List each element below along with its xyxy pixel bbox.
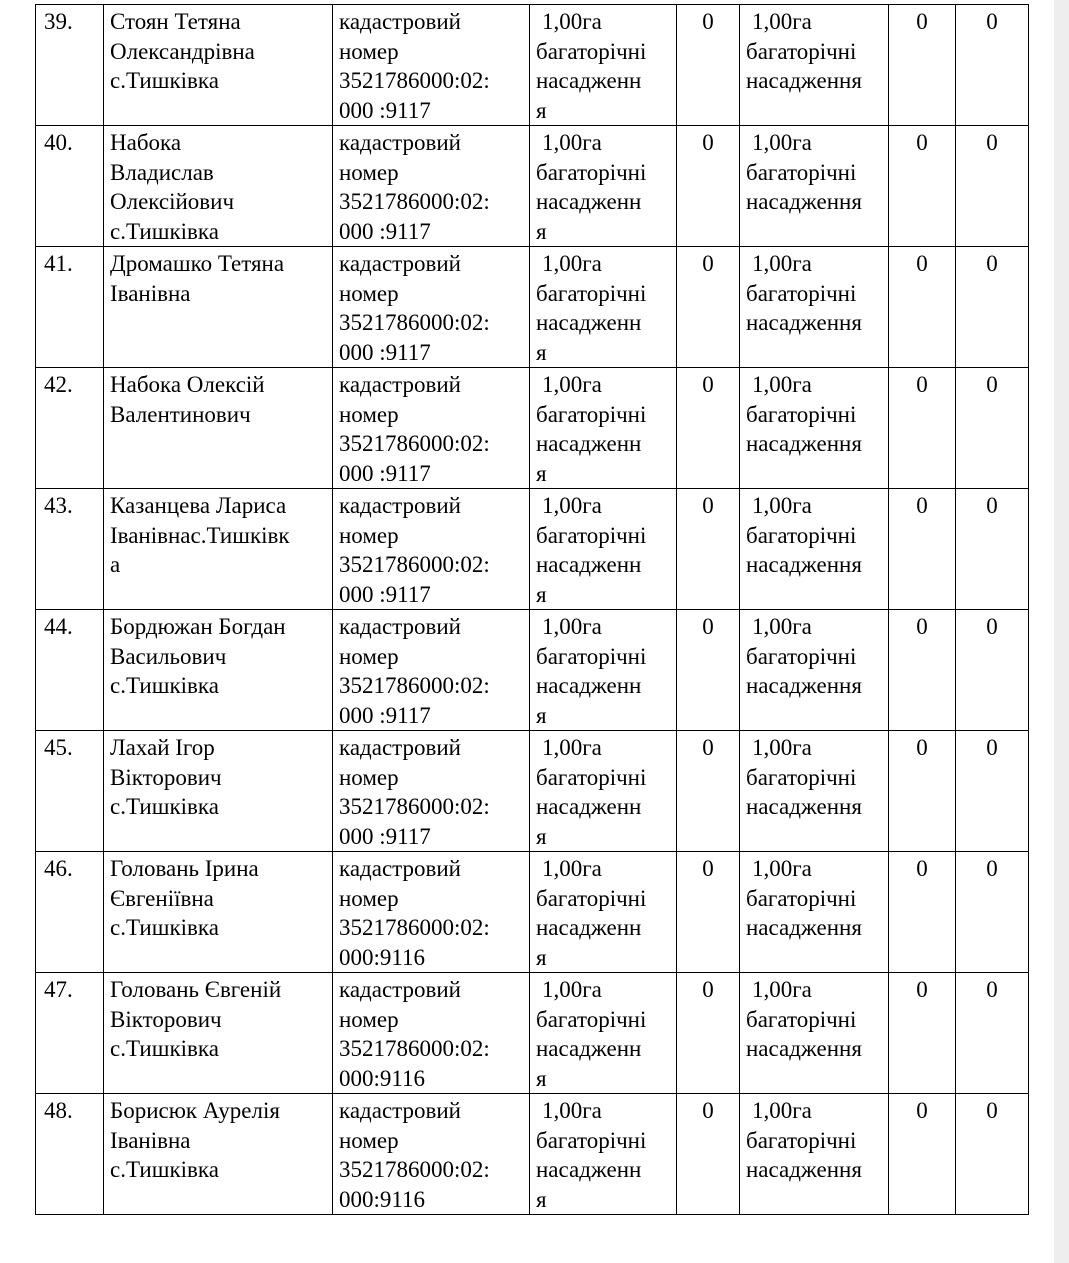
area-perennial-line: багаторічні [746,401,857,427]
owner-name [104,126,333,247]
area-perennial-line: 1,00га [752,1098,812,1123]
owner-name-line: с.Тишківка [110,68,219,93]
value-col-7: 0 [889,126,956,247]
value-col-5: 0 [677,489,740,610]
area-total-line: я [536,1186,547,1212]
cadastral-number-line: номер [339,38,399,64]
cadastral-number [333,247,530,368]
area-perennial [740,126,889,247]
cadastral-number-line: кадастровий [339,493,461,518]
cadastral-number [333,852,530,973]
table-row [36,368,1029,489]
area-perennial-line: насадження [746,68,862,93]
table-row [36,489,1029,610]
cadastral-number-line: 3521786000:02: [339,1157,490,1182]
cadastral-number-line: 3521786000:02: [339,915,490,940]
area-perennial [740,731,889,852]
owner-name-line: Бордюжан Богдан [110,614,286,639]
area-total-line: насадженн [536,68,642,93]
row-number: 44. [36,610,104,731]
area-perennial-line: 1,00га [752,251,812,276]
area-total-line: насадженн [536,552,642,577]
area-total-line: насадженн [536,189,642,214]
cadastral-number-line: 3521786000:02: [339,552,490,577]
value-col-7: 0 [889,5,956,126]
area-perennial-line: 1,00га [752,614,812,639]
cadastral-number-line: 000:9116 [339,1186,426,1212]
area-total-line: багаторічні [536,1006,647,1032]
table-row [36,973,1029,1094]
value-col-7: 0 [889,852,956,973]
cadastral-number-line: номер [339,1127,399,1153]
owner-name [104,973,333,1094]
row-number: 42. [36,368,104,489]
cadastral-number [333,610,530,731]
value-col-5: 0 [677,247,740,368]
area-perennial-line: 1,00га [752,977,812,1002]
owner-name-line: с.Тишківка [110,794,219,819]
area-total [530,368,677,489]
area-total-line: 1,00га [542,977,602,1002]
cadastral-number-line: кадастровий [339,977,461,1002]
cadastral-number-line: 000 :9117 [339,218,431,244]
value-col-5: 0 [677,731,740,852]
cadastral-number-line: 000:9116 [339,1065,426,1091]
cadastral-number-line: 000 :9117 [339,702,431,728]
owner-name [104,852,333,973]
area-total-line: багаторічні [536,401,647,427]
area-total [530,973,677,1094]
owner-name-line: с.Тишківка [110,218,219,244]
owner-name [104,610,333,731]
cadastral-number-line: 000 :9117 [339,581,431,607]
owner-name-line: Васильович [110,643,227,669]
area-total-line: я [536,581,547,607]
cadastral-number [333,973,530,1094]
cadastral-number-line: 000 :9117 [339,823,431,849]
cadastral-number-line: номер [339,885,399,911]
table-row [36,5,1029,126]
table-body [36,5,1029,1215]
value-col-7: 0 [889,247,956,368]
cadastral-number-line: номер [339,522,399,548]
area-perennial [740,489,889,610]
area-perennial-line: 1,00га [752,130,812,155]
owner-name [104,489,333,610]
row-number: 40. [36,126,104,247]
area-total [530,126,677,247]
table-row [36,731,1029,852]
page-margin [1054,0,1069,1263]
area-perennial-line: 1,00га [752,735,812,760]
area-total-line: багаторічні [536,1127,647,1153]
area-total-line: багаторічні [536,764,647,790]
owner-name [104,368,333,489]
owner-name-line: с.Тишківка [110,1157,219,1182]
area-perennial-line: 1,00га [752,372,812,397]
cadastral-number-line: номер [339,280,399,306]
cadastral-number-line: кадастровий [339,735,461,760]
area-total-line: я [536,944,547,970]
area-total [530,5,677,126]
table-row [36,247,1029,368]
value-col-7: 0 [889,489,956,610]
table-row [36,852,1029,973]
cadastral-number [333,126,530,247]
area-perennial [740,368,889,489]
value-col-8: 0 [956,731,1029,852]
area-total-line: насадженн [536,794,642,819]
area-perennial-line: насадження [746,794,862,819]
row-number: 43. [36,489,104,610]
cadastral-number-line: 3521786000:02: [339,431,490,456]
area-total-line: я [536,460,547,486]
area-perennial-line: багаторічні [746,643,857,669]
cadastral-number-line: 000 :9117 [339,460,431,486]
area-total-line: я [536,823,547,849]
value-col-8: 0 [956,489,1029,610]
value-col-8: 0 [956,610,1029,731]
table-row [36,126,1029,247]
area-total [530,489,677,610]
owner-name [104,247,333,368]
owner-name-line: Головань Ірина [110,856,259,881]
area-total-line: 1,00га [542,493,602,518]
cadastral-number-line: номер [339,159,399,185]
area-perennial-line: насадження [746,1157,862,1182]
area-perennial-line: 1,00га [752,493,812,518]
area-perennial [740,5,889,126]
value-col-7: 0 [889,368,956,489]
value-col-7: 0 [889,610,956,731]
cadastral-number-line: кадастровий [339,130,461,155]
cadastral-number-line: 3521786000:02: [339,189,490,214]
area-total-line: я [536,339,547,365]
row-number: 39. [36,5,104,126]
owner-name-line: Борисюк Аурелія [110,1098,280,1123]
area-perennial [740,247,889,368]
area-perennial-line: насадження [746,189,862,214]
area-perennial [740,1094,889,1215]
owner-name-line: Олексійович [110,189,235,214]
cadastral-number-line: кадастровий [339,9,461,34]
area-total-line: насадженн [536,1036,642,1061]
value-col-5: 0 [677,610,740,731]
area-total-line: 1,00га [542,614,602,639]
area-perennial-line: насадження [746,1036,862,1061]
owner-name-line: с.Тишківка [110,915,219,940]
cadastral-number [333,368,530,489]
area-total-line: багаторічні [536,38,647,64]
cadastral-number-line: кадастровий [339,614,461,639]
row-number: 48. [36,1094,104,1215]
cadastral-number-line: номер [339,1006,399,1032]
cadastral-number-line: 000 :9117 [339,339,431,365]
area-total-line: багаторічні [536,885,647,911]
area-total [530,610,677,731]
area-perennial-line: 1,00га [752,9,812,34]
cadastral-number-line: кадастровий [339,372,461,397]
cadastral-number-line: номер [339,643,399,669]
area-total-line: я [536,97,547,123]
owner-name-line: Іванівнас.Тишківк [110,522,290,548]
area-total [530,1094,677,1215]
table-row [36,610,1029,731]
value-col-5: 0 [677,973,740,1094]
value-col-7: 0 [889,1094,956,1215]
owner-name [104,5,333,126]
area-total-line: насадженн [536,915,642,940]
area-total-line: насадженн [536,673,642,698]
area-total [530,731,677,852]
value-col-5: 0 [677,126,740,247]
area-perennial [740,852,889,973]
value-col-5: 0 [677,5,740,126]
area-perennial-line: багаторічні [746,159,857,185]
cadastral-number-line: 000:9116 [339,944,426,970]
value-col-8: 0 [956,973,1029,1094]
owner-name-line: Казанцева Лариса [110,493,287,518]
cadastral-number [333,489,530,610]
area-perennial-line: багаторічні [746,885,857,911]
cadastral-number-line: кадастровий [339,1098,461,1123]
area-perennial-line: насадження [746,431,862,456]
area-perennial-line: багаторічні [746,38,857,64]
owner-name-line: Іванівна [110,1127,191,1153]
area-perennial-line: багаторічні [746,764,857,790]
cadastral-number-line: кадастровий [339,251,461,276]
row-number: 41. [36,247,104,368]
area-perennial-line: багаторічні [746,1127,857,1153]
area-total-line: насадженн [536,1157,642,1182]
cadastral-number-line: 3521786000:02: [339,794,490,819]
owner-name-line: Іванівна [110,280,191,306]
area-perennial [740,610,889,731]
value-col-8: 0 [956,852,1029,973]
area-total-line: 1,00га [542,372,602,397]
cadastral-number [333,5,530,126]
row-number: 47. [36,973,104,1094]
owner-name-line: Вікторович [110,1006,222,1032]
owner-name-line: Валентинович [110,401,251,427]
area-perennial-line: багаторічні [746,522,857,548]
cadastral-number-line: 3521786000:02: [339,68,490,93]
area-total-line: насадженн [536,431,642,456]
value-col-5: 0 [677,852,740,973]
owner-name-line: с.Тишківка [110,1036,219,1061]
owner-name-line: а [110,552,121,577]
area-total-line: я [536,1065,547,1091]
value-col-8: 0 [956,126,1029,247]
owner-name [104,731,333,852]
area-total-line: 1,00га [542,9,602,34]
area-perennial-line: насадження [746,552,862,577]
area-total [530,852,677,973]
area-total-line: 1,00га [542,856,602,881]
owner-name-line: с.Тишківка [110,673,219,698]
area-total-line: я [536,702,547,728]
area-total-line: багаторічні [536,159,647,185]
owner-name-line: Набока Олексій [110,372,265,397]
area-total-line: багаторічні [536,643,647,669]
row-number: 46. [36,852,104,973]
owner-name-line: Вікторович [110,764,222,790]
owner-name-line: Головань Євгеній [110,977,282,1002]
owner-name-line: Владислав [110,159,214,185]
area-perennial [740,973,889,1094]
area-perennial-line: багаторічні [746,280,857,306]
area-perennial-line: насадження [746,915,862,940]
owner-name-line: Олександрівна [110,38,255,64]
area-perennial-line: багаторічні [746,1006,857,1032]
area-total [530,247,677,368]
area-total-line: 1,00га [542,1098,602,1123]
value-col-8: 0 [956,1094,1029,1215]
value-col-8: 0 [956,5,1029,126]
area-total-line: 1,00га [542,735,602,760]
area-perennial-line: 1,00га [752,856,812,881]
value-col-5: 0 [677,368,740,489]
cadastral-number-line: кадастровий [339,856,461,881]
cadastral-number-line: номер [339,764,399,790]
owner-name-line: Євгеніївна [110,885,214,911]
land-plots-table [35,4,1029,1215]
owner-name-line: Стоян Тетяна [110,9,241,34]
area-perennial-line: насадження [746,310,862,335]
value-col-7: 0 [889,731,956,852]
cadastral-number-line: 3521786000:02: [339,673,490,698]
cadastral-number-line: 000 :9117 [339,97,431,123]
value-col-5: 0 [677,1094,740,1215]
value-col-8: 0 [956,368,1029,489]
cadastral-number [333,731,530,852]
area-total-line: багаторічні [536,280,647,306]
area-total-line: 1,00га [542,251,602,276]
table-row [36,1094,1029,1215]
area-total-line: 1,00га [542,130,602,155]
area-total-line: багаторічні [536,522,647,548]
owner-name-line: Лахай Ігор [110,735,215,760]
cadastral-number [333,1094,530,1215]
value-col-7: 0 [889,973,956,1094]
area-total-line: насадженн [536,310,642,335]
cadastral-number-line: 3521786000:02: [339,1036,490,1061]
owner-name-line: Дромашко Тетяна [110,251,285,276]
area-total-line: я [536,218,547,244]
owner-name [104,1094,333,1215]
value-col-8: 0 [956,247,1029,368]
area-perennial-line: насадження [746,673,862,698]
row-number: 45. [36,731,104,852]
owner-name-line: Набока [110,130,182,155]
cadastral-number-line: номер [339,401,399,427]
cadastral-number-line: 3521786000:02: [339,310,490,335]
